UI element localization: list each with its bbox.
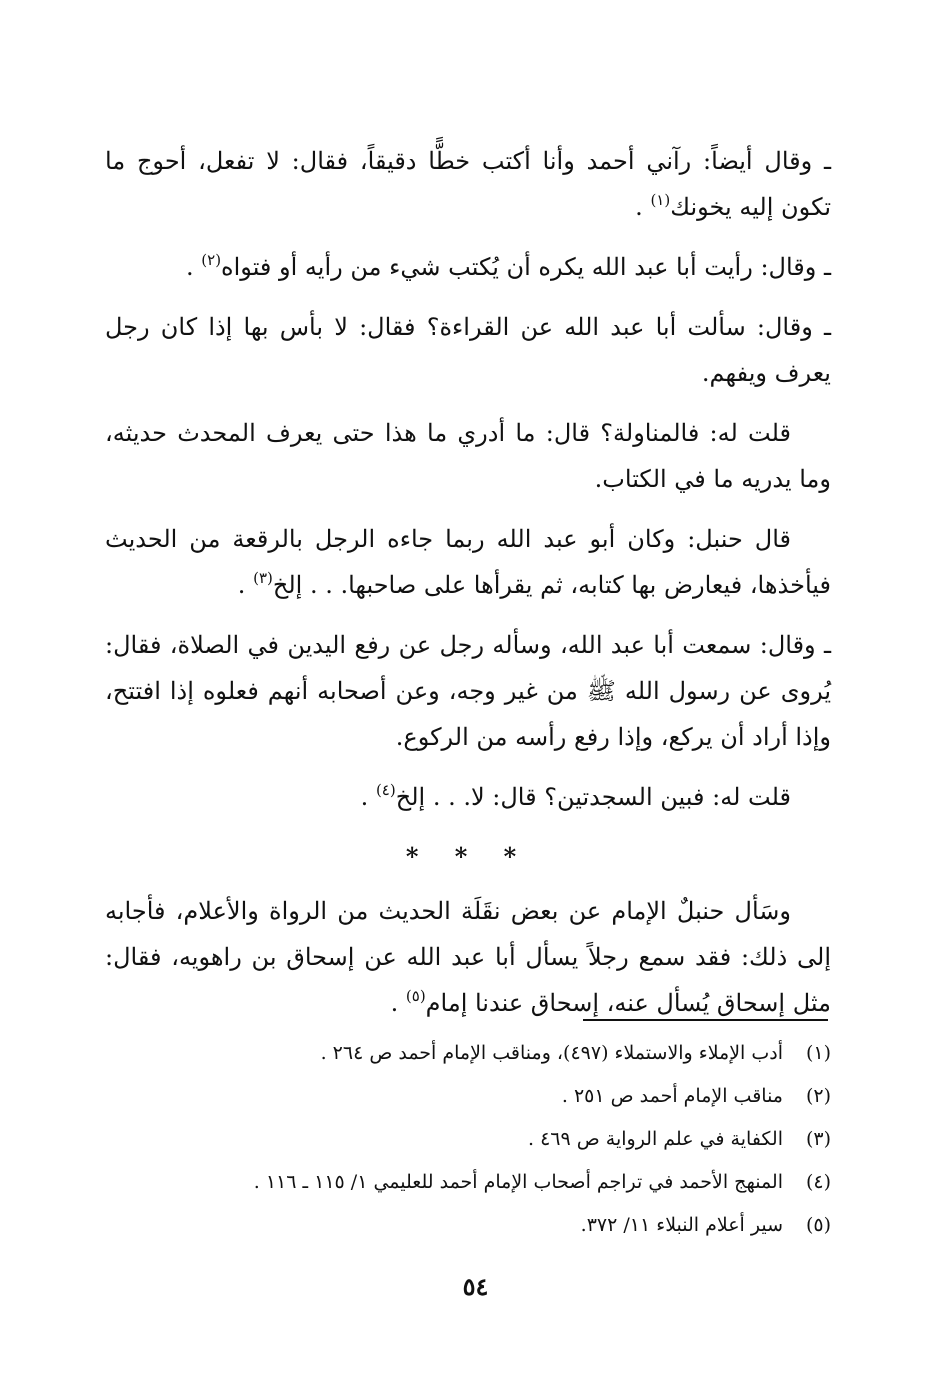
paragraph-3: ـ وقال: سألت أبا عبد الله عن القراءة؟ فقال: لا بأس بها إذا كان رجل يعرف ويفهم. — [105, 313, 831, 387]
paragraph-6: ـ وقال: سمعت أبا عبد الله، وسأله رجل عن رفع اليدين في الصلاة، فقال: يُروى عن رسول الله ﷺ من غير وجه، وعن أصحابه أنهم فعلوه إذا افتتح، وإذا أراد أن يركع، وإذا رفع رأسه من الركوع. — [105, 631, 831, 751]
footnote-4 — [105, 1161, 831, 1204]
footnote-number: (٢) — [805, 1085, 831, 1107]
main-text — [105, 138, 831, 1040]
footnote-number: (٤) — [805, 1171, 831, 1193]
footnote-text: المنهج الأحمد في تراجم أصحاب الإمام أحمد للعليمي ١/ ١١٥ ـ ١١٦ . — [253, 1171, 783, 1193]
paragraph-5: قال حنبل: وكان أبو عبد الله ربما جاءه الرجل بالرقعة من الحديث فيأخذها، فيعارض بها كتابه، ثم يقرأها على صاحبها. . . إلخ$^{(٣)}$ . — [105, 525, 831, 599]
footnote-1 — [105, 1032, 831, 1075]
footnote-2 — [105, 1075, 831, 1118]
footnote-text: مناقب الإمام أحمد ص ٢٥١ . — [561, 1085, 783, 1107]
footnote-text: سير أعلام النبلاء ١١/ ٣٧٢. — [580, 1214, 783, 1236]
footnote-ref-4[interactable]: (٤) — [375, 781, 396, 799]
footnote-ref-2[interactable]: (٢) — [201, 251, 222, 269]
footnotes — [105, 1032, 831, 1247]
footnote-divider — [583, 1019, 828, 1021]
footnote-number: (١) — [805, 1042, 831, 1064]
footnote-5 — [105, 1204, 831, 1247]
closing-paragraph: وسَأل حنبلٌ الإمام عن بعض نقَلَة الحديث من الرواة والأعلام، فأجابه إلى ذلك: فقد سمع رجلاً يسأل أبا عبد الله عن إسحاق بن راهويه، فقال: مثل إسحاق يُسأل عنه، إسحاق عندنا إمام$^{(٥)}$ . — [105, 897, 831, 1017]
footnote-3 — [105, 1118, 831, 1161]
footnote-number: (٣) — [805, 1128, 831, 1150]
footnote-text: أدب الإملاء والاستملاء (٤٩٧)، ومناقب الإمام أحمد ص ٢٦٤ . — [320, 1042, 783, 1064]
page-number: ٥٤ — [462, 1272, 489, 1301]
footnote-number: (٥) — [805, 1214, 831, 1236]
footnote-ref-1[interactable]: (١) — [650, 191, 671, 209]
section-separator: * * * — [405, 842, 531, 871]
paragraph-2: ـ وقال: رأيت أبا عبد الله يكره أن يُكتب شيء من رأيه أو فتواه$^{(٢)}$ . — [185, 251, 831, 281]
paragraph-4: قلت له: فالمناولة؟ قال: ما أدري ما هذا حتى يعرف المحدث حديثه، وما يدريه ما في الكتاب. — [105, 419, 831, 493]
paragraph-7: قلت له: فبين السجدتين؟ قال: لا. . . إلخ$^{(٤)}$ . — [360, 781, 791, 811]
footnote-ref-3[interactable]: (٣) — [253, 569, 273, 587]
paragraph-1: ـ وقال أيضاً: رآني أحمد وأنا أكتب خطًّا دقيقاً، فقال: لا تفعل، أحوج ما تكون إليه يخونك$^{(١)}$ . — [105, 147, 831, 221]
footnote-ref-5[interactable]: (٥) — [405, 987, 426, 1005]
footnote-text: الكفاية في علم الرواية ص ٤٦٩ . — [528, 1128, 783, 1150]
